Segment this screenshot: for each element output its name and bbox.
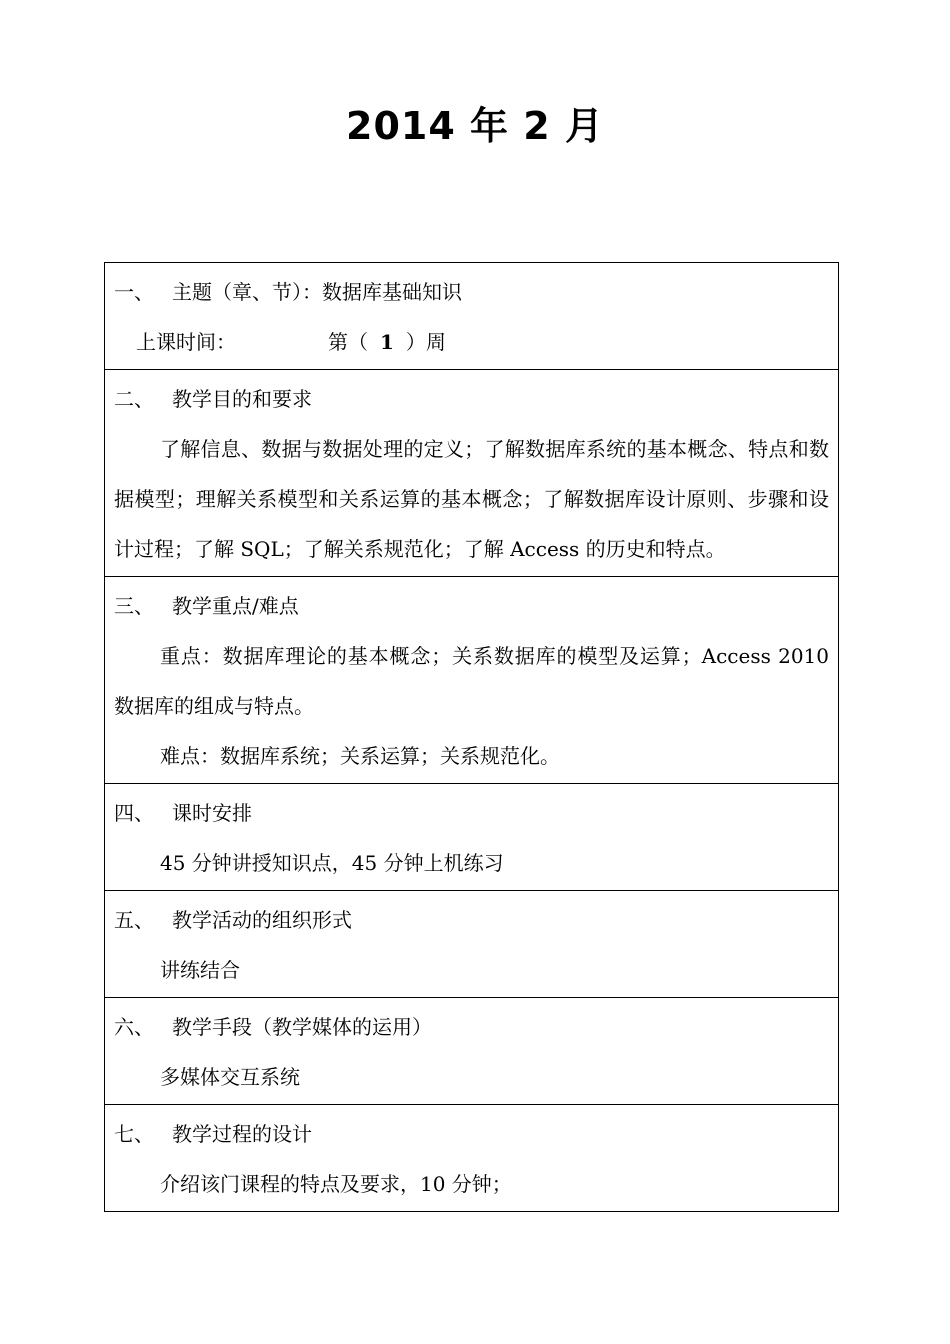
section-organization [105, 891, 839, 998]
section-schedule [105, 784, 839, 891]
section-body: 讲练结合 [160, 958, 240, 982]
section-topic [105, 263, 839, 370]
section-title: 教学活动的组织形式 [172, 908, 352, 932]
section-title: 教学目的和要求 [172, 387, 312, 411]
section-title: 教学重点/难点 [172, 594, 299, 618]
section-title: 教学过程的设计 [172, 1122, 312, 1146]
section-process [105, 1105, 839, 1212]
key-points-text: 重点：数据库理论的基本概念；关系数据库的模型及运算；Access 2010 数据库的组成与特点。 [114, 644, 829, 718]
week-suffix: ）周 [405, 330, 446, 354]
section-number: 六、 [114, 1015, 154, 1039]
section-heading [114, 788, 829, 838]
section-objectives [105, 370, 839, 577]
document-title: 2014 年 2 月 [346, 104, 604, 148]
section-heading [114, 374, 829, 424]
section-title: 主题（章、节）：数据库基础知识 [172, 280, 462, 304]
section-number: 五、 [114, 908, 154, 932]
section-heading [114, 581, 829, 631]
section-title: 教学手段（教学媒体的运用） [172, 1015, 432, 1039]
section-number: 一、 [114, 280, 154, 304]
section-heading [114, 895, 829, 945]
section-media [105, 998, 839, 1105]
class-time-line [114, 317, 829, 367]
difficulties-text: 难点：数据库系统；关系运算；关系规范化。 [160, 744, 560, 768]
section-number: 三、 [114, 594, 154, 618]
section-heading [114, 267, 829, 317]
section-heading [114, 1109, 829, 1159]
section-body: 了解信息、数据与数据处理的定义；了解数据库系统的基本概念、特点和数据模型；理解关系模型和关系运算的基本概念；了解数据库设计原则、步骤和设计过程；了解 SQL；了解关系规范化；了解 Access 的历史和特点。 [114, 437, 829, 561]
section-number: 二、 [114, 387, 154, 411]
section-body: 45 分钟讲授知识点，45 分钟上机练习 [160, 851, 504, 875]
section-body: 多媒体交互系统 [160, 1065, 300, 1089]
week-number: 1 [380, 330, 394, 354]
section-number: 七、 [114, 1122, 154, 1146]
class-time-label: 上课时间： [136, 330, 236, 354]
section-heading [114, 1002, 829, 1052]
section-number: 四、 [114, 801, 154, 825]
section-title: 课时安排 [172, 801, 252, 825]
week-prefix: 第（ [328, 330, 368, 354]
section-key-points [105, 577, 839, 784]
lesson-plan-table [104, 262, 839, 1212]
section-body: 介绍该门课程的特点及要求，10 分钟； [160, 1172, 512, 1196]
